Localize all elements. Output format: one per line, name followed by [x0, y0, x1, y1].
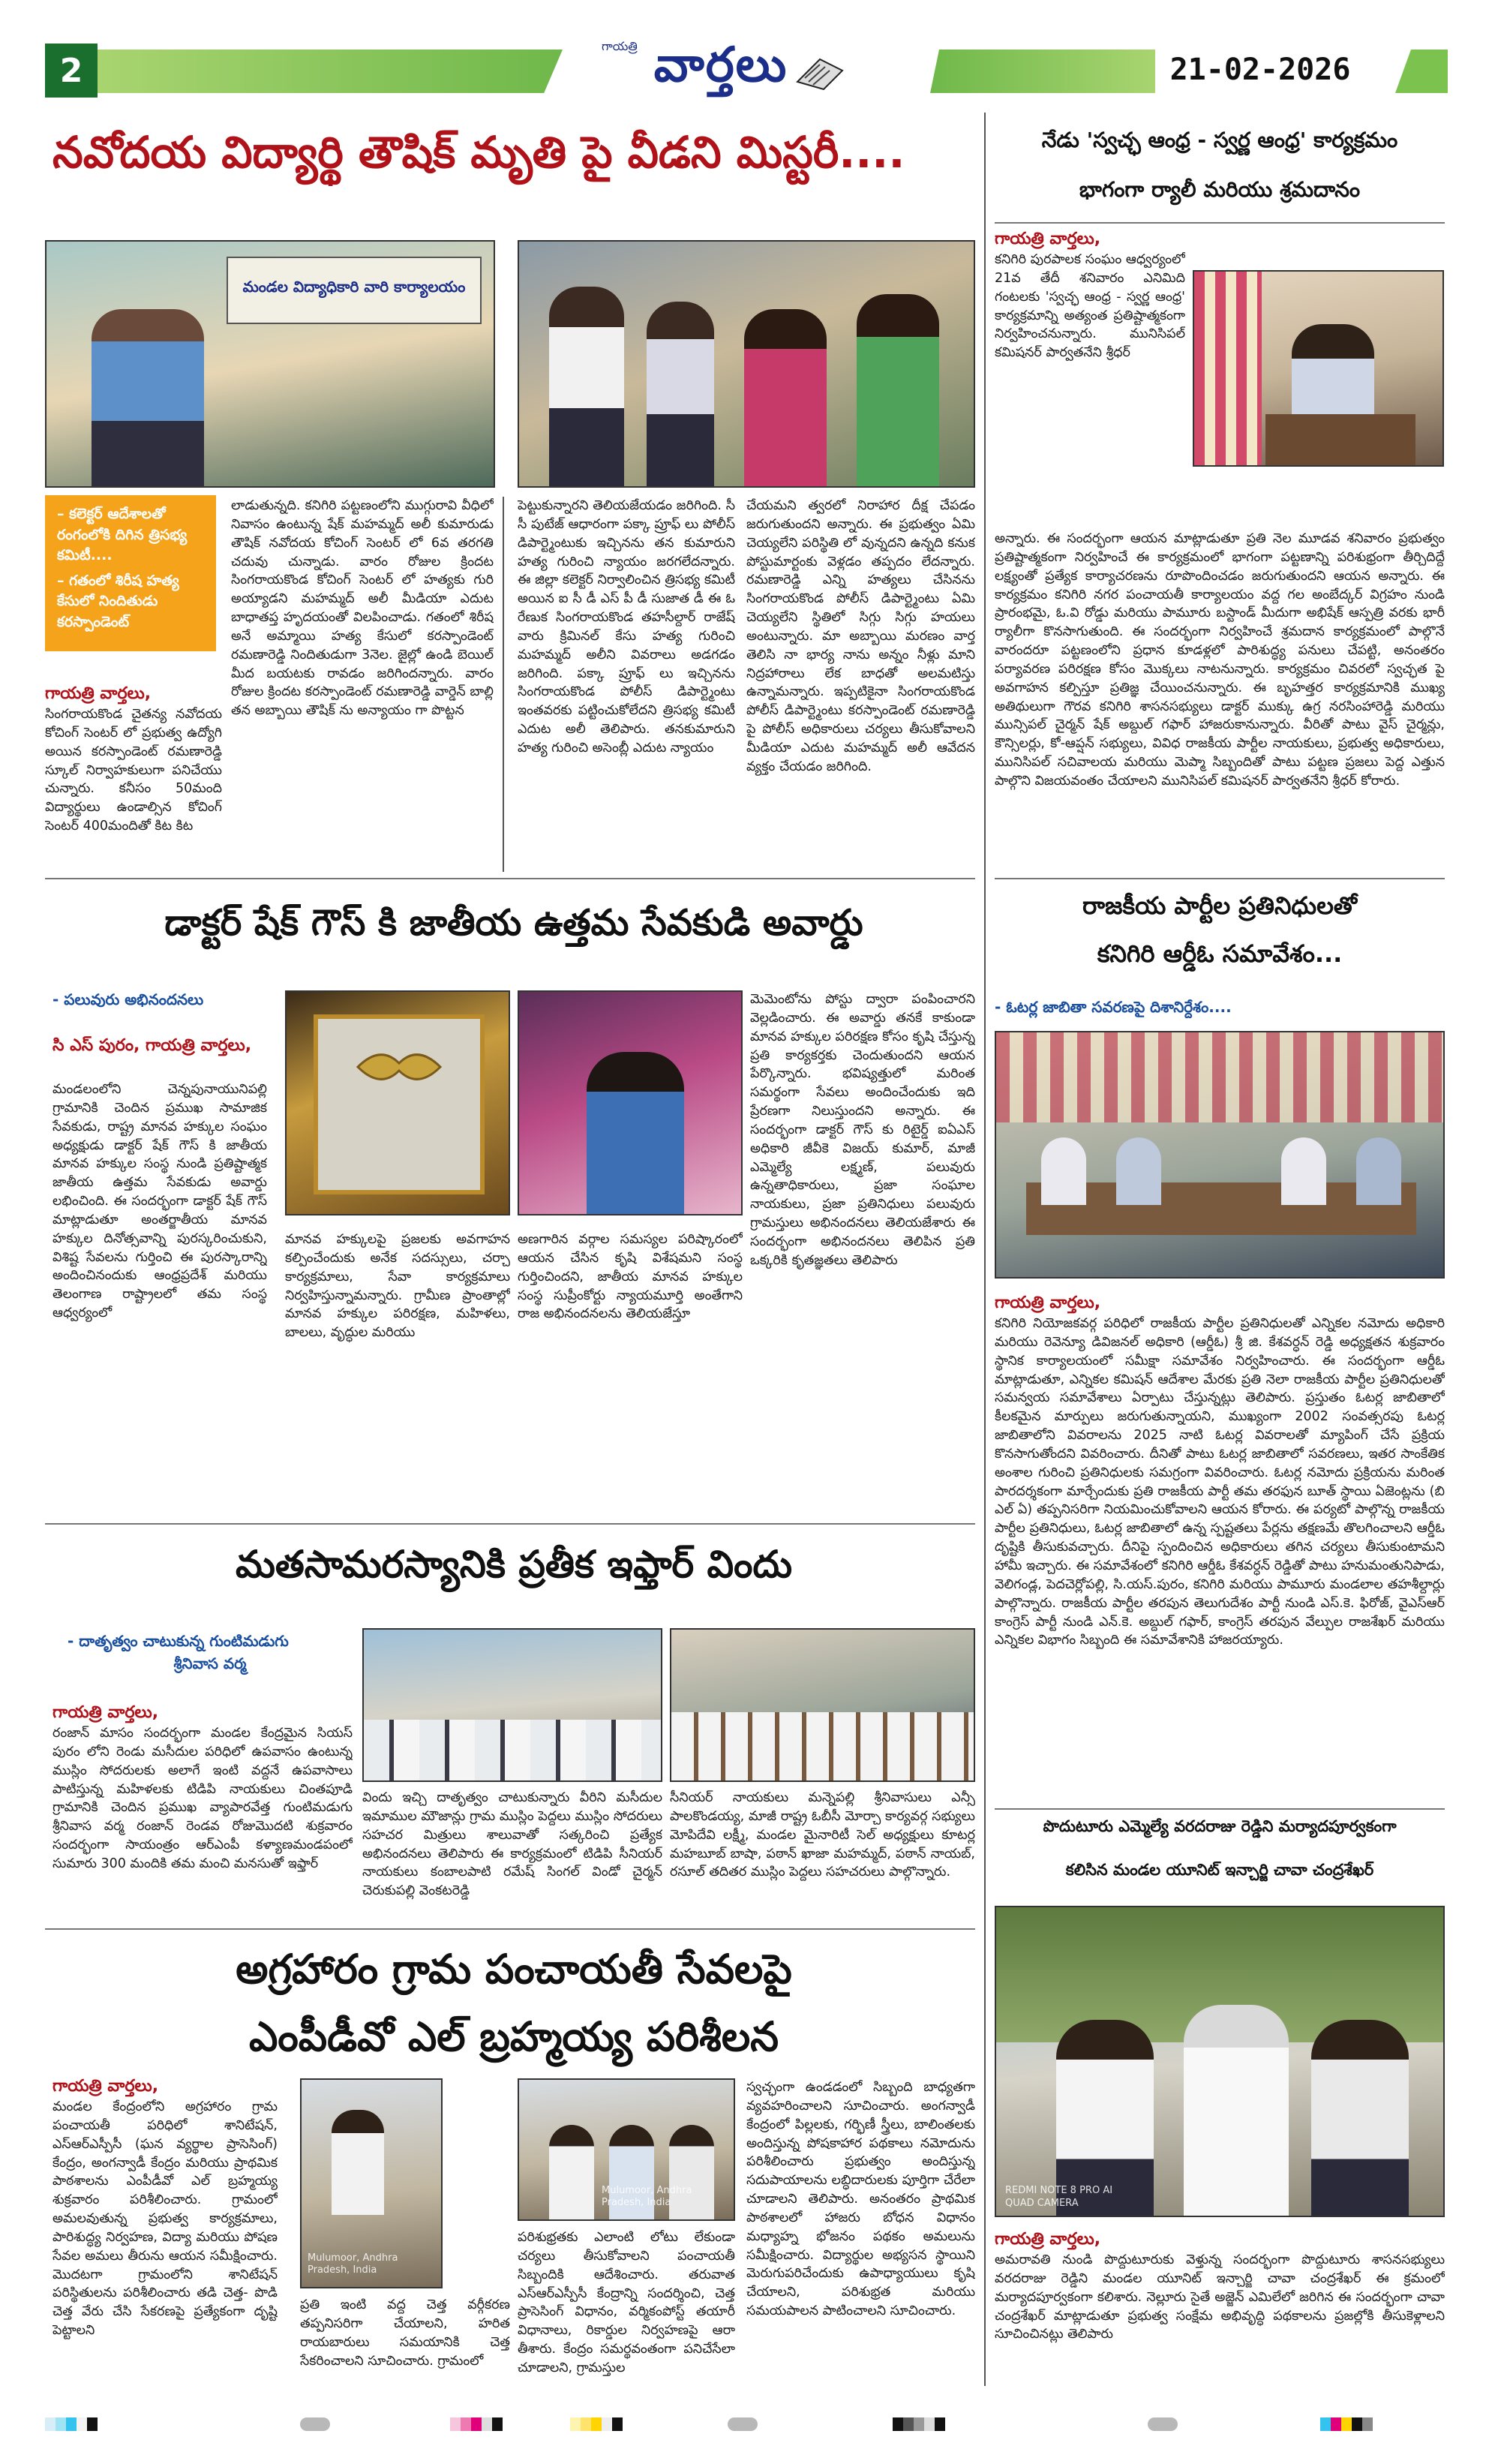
story7-col-3: పరిశుభ్రతకు ఎలాంటి లోటు లేకుండా చర్యలు తీసుకోవాలని పంచాయతీ సిబ్బందికి ఆదేశించారు. తరువాత ఎస్ఆర్ఎస్పీసీ కేంద్రాన్ని సందర్శించి, చెత్త ప్రాసెసింగ్ విధానం, వర్మికంపోస్ట్ తయారీ విధానాలు, రికార్డుల నిర్వహణపై ఆరా తీశారు. కేంద్రం సమర్థవంతంగా పనిచేసేలా చూడాలని, గ్రామస్తుల — [518, 2230, 735, 2375]
story7-photo-1 — [300, 2078, 443, 2288]
story4-photo — [995, 1031, 1445, 1279]
story6-photo-caption: REDMI NOTE 8 PRO AI QUAD CAMERA — [1005, 2185, 1113, 2209]
story7-top-rule — [45, 1928, 975, 1930]
page-number: 2 — [45, 44, 98, 98]
story2-byline: గాయత్రి వార్తలు, — [995, 230, 1101, 248]
story1-bullet-2: – గతంలో శిరీష హత్య కేసులో నిందితుడు కరస్పాండెంట్ — [57, 572, 179, 630]
registration-bar-3 — [570, 2417, 623, 2431]
story4-headline-line-1: రాజకీయ పార్టీల ప్రతినిధులతో — [1082, 891, 1357, 920]
page-column-divider — [984, 113, 986, 2386]
registration-pill-3 — [1148, 2417, 1178, 2431]
registration-pill-1 — [300, 2417, 330, 2431]
story2-photo — [1193, 270, 1444, 467]
story7-col-1: మండల కేంద్రంలోని అగ్రహారం గ్రామ పంచాయతీ పరిధిలో శానిటేషన్, ఎస్ఆర్ఎస్పీసీ (ఘన వ్యర్థాల ప్రాసెసింగ్) కేంద్రం, అంగన్వాడీ కేంద్రం మరియు ప్రాథమిక పాఠశాలను ఎంపీడీవో ఎల్ బ్రహ్మయ్య శుక్రవారం పరిశీలించారు. గ్రామంలో అమలవుతున్న ప్రభుత్వ కార్యక్రమాలు, పారిశుద్ధ్య నిర్వహణ, విద్యా మరియు పోషణ సేవల అమలు తీరును ఆయన సమీక్షించారు. మొదటగా గ్రామంలోని శానిటేషన్ పరిస్థితులను పరిశీలించారు తడి చెత్త- పొడి చెత్త వేరు చేసి సేకరణపై ప్రత్యేకంగా దృష్టి పెట్టాలని — [53, 2099, 278, 2339]
registration-bar-4 — [893, 2417, 945, 2431]
story5-photo-2 — [670, 1628, 975, 1782]
masthead-small-text: గాయత్రి — [602, 39, 638, 53]
story6-byline: గాయత్రి వార్తలు, — [995, 2230, 1101, 2249]
story1-photo-2 — [518, 240, 975, 488]
story3-photo-award — [285, 990, 510, 1215]
header-band-left — [98, 50, 563, 93]
story5-top-rule — [45, 1523, 975, 1525]
story3-col-3: అణగారిన వర్గాల సమస్యల పరిష్కారంలో ఆయన చేసిన కృషి విశేషమని సంస్థ గుర్తించిందని, జాతీయ మానవ హక్కుల సంస్థ సుప్రీంకోర్టు న్యాయమూర్తి అంతేగాని రాజ అభినందనలను తెలియజేస్తూ — [518, 1232, 743, 1322]
story5-headline: మతసామరస్యానికి ప్రతీక ఇఫ్తార్ విందు — [235, 1543, 793, 1586]
story4-headline-line-2: కనిగిరి ఆర్డీఓ సమావేశం... — [1097, 939, 1343, 968]
story1-col-1: సింగరాయకొండ చైతన్య నవోదయ కోచింగ్ సెంటర్ లో ప్రభుత్వ ఉద్యోగి అయిన కరస్పాండెంట్ రమణారెడ్డి స్కూల్ నిర్వాహకులుగా పనిచేయు చున్నారు. కనీసం 50మంది విద్యార్థులు ఉండాల్సిన కోచింగ్ సెంటర్ 400మందితో కిట కిట — [45, 707, 222, 834]
story5-byline: గాయత్రి వార్తలు, — [53, 1703, 159, 1722]
story1-photo-1 — [45, 240, 495, 488]
story1-col-2: లాడుతున్నది. కనిగిరి పట్టణంలోని ముగ్గురావి వీధిలో నివాసం ఉంటున్న షేక్ మహమ్మద్ అలీ కుమారుడు తౌషిక్ నవోదయ కోచింగ్ సెంటర్ లో 6వ తరగతి చదువు చున్నాడు. వారం రోజుల క్రిందట సింగరాయకొండ కోచింగ్ సెంటర్ లో హత్యకు గురి అయ్యాడని మహమ్మద్ అలీ మీడియా ఎదుట బాధాతప్త హృదయంతో విలపించాడు. గతంలో శిరీష అనే అమ్మాయి హత్య కేసులో కరస్పాండెంట్ రమణారెడ్డి నిందితుడుగా 3నెల. జైల్లో ఉండి బెయిల్ మీద బయటకు రావడం జరిగిందన్నారు. వారం రోజుల క్రిందట కరస్పాండెంట్ రమణారెడ్డి వార్డెన్ బాల్లి తన అబ్బాయి తౌషిక్ ను అన్యాయం గా పొట్టన — [231, 498, 494, 719]
story1-headline: నవోదయ విద్యార్థి తౌషిక్ మృతి పై వీడని మిస్టరీ.... — [53, 127, 905, 178]
story1-bullet-2-text: గతంలో శిరీష హత్య కేసులో నిందితుడు కరస్పాండెంట్ — [57, 572, 179, 630]
story3-byline: సి ఎస్ పురం, గాయత్రి వార్తలు, — [53, 1036, 252, 1055]
story5-col-1: రంజాన్ మాసం సందర్భంగా మండల కేంద్రమైన సియస్ పురం లోని రెండు మసీదుల పరిధిలో ఉపవాసం ఉంటున్న ముస్లిం సోదరులకు అలాగే ఇంటి వద్దనే ఉపవాసాలు పాటిస్తున్న మహిళలకు టిడిపి నాయకులు చింతపూడి గ్రామానికి చెందిన ప్రముఖ వ్యాపారవేత్త గుంటిమడుగు శ్రీనివాస వర్మ రంజాన్ రెండవ రోజుమొదటి శుక్రవారం సందర్భంగా సాయంత్రం ఆర్ఎంపీ కళ్యాణమండపంలో సుమారు 300 మందికి తమ మంచి మనసుతో ఇఫ్తార్ — [53, 1726, 353, 1871]
story5-sub-line-1: - దాతృత్వం చాటుకున్న గుంటిమడుగు — [68, 1632, 289, 1650]
story1-col-4: చేయమని త్వరలో నిరాహార దీక్ష చేపడం జరుగుతుందని అన్నారు. ఈ ప్రభుత్వం ఏమి చెయ్యలేని పరిస్థితి లో వున్నదని ఉన్నది కనుక పోస్టుమార్టంకు వెళ్లడం తప్పదం లేదన్నారు. రమణారెడ్డి ఎన్ని హత్యలు చేసినను సింగరాయకొండ పోలీస్ డిపార్ట్మెంటు ఏమి చెయ్యలేని స్థితిలో సిగ్గు సిగ్గు హయలు అంటున్నారు. మా అబ్బాయి మరణం వార్త తెలిసి నా భార్య నాను అన్నం నీళ్లు మాని నిద్రహారాలు లేక బాధతో అలమటిస్తు ఉన్నామన్నారు. ఇప్పటికైనా సింగరాయకొండ పోలీస్ డిపార్ట్మెంటు కరస్పాండెంట్ రమణారెడ్డి పై పోలీస్ అధికారులు చర్యలు తీసుకోవాలని మీడియా ఎదుట మహమ్మద్ అలీ ఆవేదన వ్యక్తం చేయడం జరిగింది. — [746, 498, 975, 774]
story7-col-2: ప్రతి ఇంటి వద్ద చెత్త వర్గీకరణ తప్పనిసరిగా చేయాలని, హరిత రాయబారులు సమయానికి చెత్త సేకరించాలని సూచించారు. గ్రామంలో — [300, 2297, 510, 2369]
story1-byline: గాయత్రి వార్తలు, — [45, 684, 152, 703]
story7-byline: గాయత్రి వార్తలు, — [53, 2077, 159, 2096]
story7-photo-2-caption: Mulumoor, Andhra Pradesh, India — [602, 2185, 692, 2208]
story1-col-3: పెట్టుకున్నారని తెలియజేయడం జరిగింది. సీ సీ పుటేజ్ ఆధారంగా పక్కా ప్రూఫ్ లు పోలీస్ డిపార్ట్మెంటుకు ఇచ్చినను తన కుమారుని హత్య గురించి న్యాయం జరగలేదన్నారు. ఈ జిల్లా కలెక్టర్ నిర్వాలించిన త్రిసభ్య కమిటీ అయిన ఐ సీ డీ ఎస్ పీ డీ సుజాత డీ ఈ ఓ రేణుక సింగరాయకొండ తహసీల్దార్ రాజేష్ వారు క్రిమినల్ కేసు హత్య గురించి మహమ్మద్ అలీని వివరాలు అడగడం జరిగింది. పక్కా ప్రూఫ్ లు ఇచ్చినను సింగరాయకొండ పోలీస్ డిపార్ట్మెంటు ఇంతవరకు పట్టించుకోలేదని త్రిసభ్య కమిటీ ఎదుట అలీ తెలిపారు. తనకుమారుని హత్య గురించి అసెంబ్లీ ఎదుట న్యాయం — [518, 498, 735, 756]
story6-headline-line-1: పొదుటూరు ఎమ్మెల్యే వరదరాజు రెడ్డిని మర్యాదపూర్వకంగా — [1043, 1817, 1397, 1835]
story1-bullets — [45, 495, 216, 651]
story4-byline: గాయత్రి వార్తలు, — [995, 1294, 1101, 1312]
story3-col-4: మెమెంటోను పోస్టు ద్వారా పంపించారని వెల్లడించారు. ఈ అవార్డు తనకే కాకుండా మానవ హక్కుల పరిరక్షణ కోసం కృషి చేస్తున్న ప్రతి కార్యకర్తకు చెందుతుందని ఆయన పేర్కొన్నారు. భవిష్యత్తులో మరింత సమర్థంగా సేవలు అందించేందుకు ఇది ప్రేరణగా నిలుస్తుందని అన్నారు. ఈ సందర్భంగా డాక్టర్ గౌస్ కు రిటైర్డ్ ఐఏఎస్ అధికారి జీవీకె విజయ్ కుమార్, మాజీ ఎమ్మెల్యే లక్ష్మణ్, పలువురు ఉన్నతాధికారులు, ప్రజా సంఘాల నాయకులు, ప్రజా ప్రతినిధులు పలువురు గ్రామస్తులు అభినందనలు తెలియజేశారు ఈ సందర్భంగా అభినందనలు తెలిపిన ప్రతి ఒక్కరికి కృతజ్ఞతలు తెలిపారు — [750, 992, 975, 1268]
story6-top-rule — [995, 1808, 1445, 1810]
masthead-logo — [585, 39, 915, 102]
story6-headline-line-2: కలిసిన మండల యూనిట్ ఇన్చార్జి చావా చంద్రశేఖర్ — [1065, 1861, 1374, 1879]
story6-photo — [995, 1906, 1445, 2217]
story1-photo-1-sign: మండల విద్యాధికారి వారి కార్యాలయం — [242, 278, 466, 296]
story4-top-rule — [995, 878, 1445, 879]
header-band-right-tip — [1395, 50, 1448, 93]
story3-col-2: మానవ హక్కులపై ప్రజలకు అవగాహన కల్పించేందుకు అనేక సదస్సులు, చర్చా కార్యక్రమాలు, సేవా కార్యక్రమాలు నిర్వహిస్తున్నామన్నారు. గ్రామీణ ప్రాంతాల్లో మానవ హక్కుల పరిరక్షణ, మహిళలు, బాలలు, వృద్ధుల మరియు — [285, 1232, 510, 1341]
story2-rule — [995, 222, 1445, 224]
registration-bar-1 — [45, 2417, 98, 2431]
story5-col-2: విందు ఇచ్చి దాతృత్వం చాటుకున్నారు వీరిని మసీదుల ఇమాముల మౌజాన్లు గ్రామ ముస్లిం పెద్దలు ముస్లిం సోదరులు సహచర మిత్రులు శాలువాతో సత్కరించి ప్రత్యేక అభినందనలు తెలిపారు ఈ కార్యక్రమంలో టిడిపి సీనియర్ నాయకులు కంబాలపాటి రమేష్ సింగల్ విండో చైర్మన్ చెరుకుపల్లి వెంకటరెడ్డి — [362, 1790, 662, 1899]
header-band-right — [930, 50, 1155, 93]
story6-body: అమరావతి నుండి పొద్దుటూరుకు వెళ్తున్న సందర్భంగా పొద్దుటూరు శాసనసభ్యులు వరదరాజు రెడ్డిని మండల యూనిట్ ఇన్చార్జి చావా చంద్రశేఖర్ ఈ క్రమంలో మర్యాదపూర్వకంగా కలిశారు. నెల్లూరు సైతే అజ్జెన్ ఎమిలేలో జరిగిన ఈ సందర్భంగా చావా చంద్రశేఖర్ మాట్లాడుతూ ప్రభుత్వ సంక్షేమ అభివృద్ధి పథకాలను ప్రజల్లోకి తీసుకెళ్లాలని సూచించినట్లు తెలిపారు — [995, 2252, 1445, 2342]
story2-body: అన్నారు. ఈ సందర్భంగా ఆయన మాట్లాడుతూ ప్రతి నెల మూడవ శనివారం ప్రభుత్వం ప్రతిష్టాత్మకంగా నిర్వహించే ఈ కార్యక్రమంలో భాగంగా పట్టణాన్ని పరిశుభ్రంగా తీర్చిదిద్దే లక్ష్యంతో ప్రత్యేక కార్యాచరణను రూపొందించడం జరుగుతుందని ఆయన అన్నారు. ఈ కార్యక్రమం కనిగిరి నగర పంచాయతీ కార్యాలయం వద్ద గల అంబేద్కర్ విగ్రహం నుండి ప్రారంభమై, ఓ.వి రోడ్డు మరియు పామూరు బస్టాండ్ మీదుగా అభిషేక్ ఆస్పత్రి వరకు భారీ ర్యాలీగా కొనసాగుతుంది. ఈ సందర్భంగా నిర్వహించే శ్రమదాన కార్యక్రమంలో పాల్గొనే వారందరూ పట్టణంలోని ప్రధాన కూడళ్లలో పారిశుద్ధ్య పనులు చేపట్టి, అనంతరం పర్యావరణ పరిరక్షణ కోసం మొక్కలు నాటనున్నారు. కార్యక్రమం చివరలో స్వచ్ఛత పై అవగాహన కల్పిస్తూ ప్రతిజ్ఞ చేయించనున్నారు. ఈ బృహత్తర కార్యక్రమానికి ముఖ్య అతిథులుగా గౌరవ కనిగిరి శాసనసభ్యులు డాక్టర్ ముక్కు ఉగ్ర నరసింహారెడ్డి మరియు మున్సిపల్ చైర్మన్ షేక్ అబ్దుల్ గఫార్ హాజరుకానున్నారు. వీరితో పాటు వైస్ చైర్మన్లు, కౌన్సిలర్లు, కో-ఆప్షన్ సభ్యులు, వివిధ రాజకీయ పార్టీల నాయకులు, ప్రభుత్వ అధికారులు, మునిసిపల్ సచివాలయ మరియు మెప్మా సిబ్బందితో పాటు పట్టణ ప్రజలు పెద్ద ఎత్తున పాల్గొని విజయవంతం చేయాలని మునిసిపల్ కమిషనర్ పార్వతనేని శ్రీధర్ కోరారు. — [995, 531, 1445, 789]
story1-bullet-1: – కలెక్టర్ ఆదేశాలతో రంగంలోకి దిగిన త్రిసభ్య కమిటీ.... — [57, 506, 188, 564]
issue-date: 21-02-2026 — [1169, 53, 1351, 87]
story7-headline-line-2: ఎంపీడీవో ఎల్ బ్రహ్మయ్య పరిశీలన — [248, 2013, 779, 2060]
story5-col-3: సీనియర్ నాయకులు మన్నెపల్లి శ్రీనివాసులు ఎన్సీ పాలకొండయ్య, మాజీ రాష్ట్ర ఓబీసీ మోర్చా కార్యవర్గ సభ్యులు మోపిదేవి లక్ష్మీ, మండల మైనారిటీ సెల్ అధ్యక్షులు కూటర్ల మహబూబ్ బాషా, పఠాన్ ఖాజా మహమ్మద్, పఠాన్ నాయబ్, రసూల్ తదితర ముస్లిం పెద్దలు సహచరులు పాల్గొన్నారు. — [670, 1790, 975, 1880]
story3-col-1: మండలంలోని చెన్నపునాయునిపల్లి గ్రామానికి చెందిన ప్రముఖ సామాజిక సేవకుడు, రాష్ట్ర మానవ హక్కుల సంఘం అధ్యక్షుడు డాక్టర్ షేక్ గౌస్ కి జాతీయ మానవ హక్కుల సంస్థ నుండి ప్రతిష్టాత్మక జాతీయ ఉత్తమ సేవకుడు అవార్డు లభించింది. ఈ సందర్భంగా డాక్టర్ షేక్ గౌస్ మాట్లాడుతూ అంతర్జాతీయ మానవ హక్కుల దినోత్సవాన్ని పురస్కరించుకుని, విశిష్ట సేవలను గుర్తించి ఈ పురస్కారాన్ని అందించినందుకు ఆంధ్రప్రదేశ్ మరియు తెలంగాణ రాష్ట్రాలలో తమ సంస్థ ఆధ్వర్యంలో — [53, 1082, 267, 1321]
handshake-icon — [350, 1037, 448, 1097]
story5-sub-line-2: శ్రీనివాస వర్మ — [173, 1654, 247, 1672]
registration-bar-2 — [450, 2417, 503, 2431]
story2-headline-line-1: నేడు 'స్వచ్ఛ ఆంధ్ర - స్వర్ణ ఆంధ్ర' కార్యక్రమం — [1041, 128, 1398, 152]
story7-headline-line-1: అగ్రహారం గ్రామ పంచాయతీ సేవలపై — [236, 1946, 792, 1993]
story7-photo-1-caption: Mulumoor, Andhra Pradesh, India — [308, 2252, 398, 2276]
story3-top-rule — [45, 878, 975, 879]
registration-pill-2 — [728, 2417, 758, 2431]
story3-headline: డాక్టర్ షేక్ గౌస్ కి జాతీయ ఉత్తమ సేవకుడి అవార్డు — [164, 902, 863, 944]
story4-sub: - ఓటర్ల జాబితా సవరణపై దిశానిర్దేశం.... — [995, 998, 1232, 1016]
story3-photo-speaker — [518, 990, 743, 1215]
story5-photo-1 — [362, 1628, 662, 1782]
story1-bullet-1-text: కలెక్టర్ ఆదేశాలతో రంగంలోకి దిగిన త్రిసభ్య కమిటీ.... — [57, 506, 188, 564]
newspaper-icon — [794, 48, 846, 93]
story2-col-narrow: కనిగిరి పురపాలక సంఘం ఆధ్వర్యంలో 21వ తేదీ శనివారం ఎనిమిది గంటలకు 'స్వచ్ఛ ఆంధ్ర - స్వర్ణ ఆంధ్ర' కార్యక్రమాన్ని అత్యంత ప్రతిష్టాత్మకంగా నిర్వహించనున్నారు. మునిసిపల్ కమిషనర్ పార్వతనేని శ్రీధర్ — [995, 252, 1185, 361]
story3-sub: - పలువురు అభినందనలు — [53, 990, 204, 1008]
story1-divider — [503, 497, 504, 872]
story7-photo-2 — [518, 2078, 735, 2221]
masthead-title: వార్తలు — [653, 37, 788, 93]
registration-bar-5 — [1320, 2417, 1373, 2431]
story7-col-4: స్వచ్ఛంగా ఉండడంలో సిబ్బంది బాధ్యతగా వ్యవహరించాలని సూచించారు. అంగన్వాడీ కేంద్రంలో పిల్లలకు, గర్భిణీ స్త్రీలు, బాలింతలకు అందిస్తున్న పోషకాహార పథకాలు నమోదును పరిశీలించారు ప్రభుత్వం అందిస్తున్న సదుపాయాలను లబ్ధిదారులకు పూర్తిగా చేరేలా చూడాలని తెలిపారు. అనంతరం ప్రాథమిక పాఠశాలలో హాజరు బోధన విధానం మధ్యాహ్న భోజనం పథకం అమలును సమీక్షించారు. విద్యార్థుల అభ్యసన స్థాయిని మెరుగుపరిచేందుకు ఉపాధ్యాయులు కృషి చేయాలని, పరిశుభ్రత మరియు సమయపాలన పాటించాలని సూచించారు. — [746, 2080, 975, 2319]
story2-headline-line-2: భాగంగా ర్యాలీ మరియు శ్రమదానం — [1079, 177, 1361, 202]
story4-body: కనిగిరి నియోజకవర్గ పరిధిలో రాజకీయ పార్టీల ప్రతినిధులతో ఎన్నికల నమోదు అధికారి మరియు రెవెన్యూ డివిజనల్ అధికారి (ఆర్డీఓ) శ్రీ జి. కేశవర్ధన్ రెడ్డి అధ్యక్షతన శుక్రవారం స్థానిక కార్యాలయంలో సమీక్షా సమావేశం నిర్వహించారు. ఈ సందర్భంగా ఆర్డీఓ మాట్లాడుతూ, ఎన్నికల కమిషన్ ఆదేశాల మేరకు ప్రతి నెలా రాజకీయ పార్టీల ప్రతినిధులతో సమన్వయ సమావేశాలు ఏర్పాటు చేస్తున్నట్లు తెలిపారు. ప్రస్తుతం ఓటర్ల జాబితాలో కీలకమైన మార్పులు జరుగుతున్నాయని, ముఖ్యంగా 2002 సంవత్సరపు ఓటర్ల జాబితాలోని వివరాలను 2025 నాటి ఓటర్ల వివరాలతో మ్యాపింగ్ చేసే ప్రక్రియ కొనసాగుతోందని వివరించారు. దీనితో పాటు ఓటర్ల జాబితాలో సవరణలు, ఇతర సాంకేతిక అంశాల గురించి ప్రతినిధులకు సమగ్రంగా వివరించారు. ఓటర్ల నమోదు ప్రక్రియను మరింత పారదర్శకంగా మార్చేందుకు ప్రతి రాజకీయ పార్టీ తమ తరఫున బూత్ స్థాయి ఏజెంట్లను (బి ఎల్ ఏ) తప్పనిసరిగా నియమించుకోవాలని ఆయన కోరారు. ఈ పర్యటో పాల్గొన్న రాజకీయ పార్టీల ప్రతినిధులు, ఓటర్ల జాబితాలో ఉన్న స్పష్టతలు పేర్లను తక్షణమే తొలగించాలని ఆర్డీఓ దృష్టికి తీసుకువచ్చారు. దీనిపై స్పందించిన అధికారులు తగిన చర్యలు తీసుకుంటామని హామీ ఇచ్చారు. ఈ సమావేశంలో కనిగిరి ఆర్డీఓ కేశవర్ధన్ రెడ్డితో పాటు హనుమంతునిపాడు, వెలిగండ్ల, పెదచెర్లోపల్లి, సి.యస్.పురం, కనిగిరి మరియు పామూరు మండలాల తహశీల్దార్లు పాల్గొన్నారు. రాజకీయ పార్టీల తరపున తెలుగుదేశం పార్టీ నుండి ఎస్.కె. ఫిరోజ్, వైఎస్ఆర్ కాంగ్రెస్ పార్టీ నుండి ఎన్.కె. అబ్దుల్ గఫార్, కాంగ్రెస్ తరపున వేల్పుల రాజశేఖర్ మరియు ఎన్నికల విభాగం సిబ్బంది ఈ సమావేశానికి హాజరయ్యారు. — [995, 1316, 1445, 1648]
